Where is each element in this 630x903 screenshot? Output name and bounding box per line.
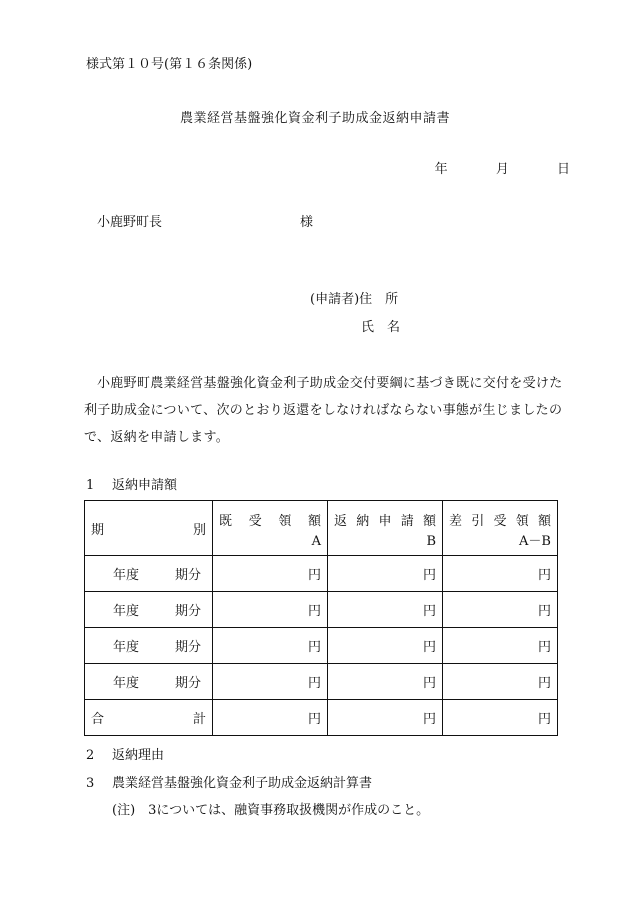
column-header-refund (328, 501, 443, 556)
header-char: 申 (378, 514, 392, 529)
total-amount-cell: 円 (328, 700, 443, 736)
section-2-heading (86, 748, 164, 764)
date-line (435, 162, 570, 178)
total-amount-cell: 円 (443, 700, 558, 736)
date-day: 日 (556, 162, 570, 177)
amount-cell: 円 (213, 592, 328, 628)
section-2-title: 返納理由 (112, 748, 165, 763)
fiscal-year-label: 年度 (113, 568, 140, 583)
header-char: 額 (422, 514, 436, 529)
header-char: 額 (307, 514, 321, 529)
period-label: 期分 (175, 568, 202, 583)
column-header-received (213, 501, 328, 556)
period-header (85, 501, 213, 556)
addressee-honorific: 様 (300, 215, 314, 230)
amount-cell: 円 (328, 628, 443, 664)
column-header-net (443, 501, 558, 556)
table-header-row (85, 501, 558, 556)
total-amount-cell: 円 (213, 700, 328, 736)
period-header-first: 期 (91, 522, 105, 538)
header-char: 納 (356, 514, 370, 529)
period-label: 期分 (175, 604, 202, 619)
column-header-sub: B (426, 534, 436, 549)
amount-cell: 円 (328, 592, 443, 628)
header-char: 差 (449, 514, 463, 529)
section-1-heading (86, 478, 177, 494)
amount-cell: 円 (328, 556, 443, 592)
column-header-label (219, 510, 321, 529)
header-char: 返 (334, 514, 348, 529)
amount-cell: 円 (443, 664, 558, 700)
section-1-title: 返納申請額 (112, 478, 178, 493)
header-char: 引 (471, 514, 485, 529)
table-row (85, 664, 558, 700)
addressee-name: 小鹿野町長 (97, 215, 163, 230)
applicant-name-label: 氏 名 (361, 320, 401, 335)
column-header-sub: A (311, 534, 321, 549)
amount-cell: 円 (443, 628, 558, 664)
refund-amount-table (84, 500, 558, 736)
form-id: 様式第１０号(第１６条関係) (86, 57, 253, 72)
total-label-second: 計 (192, 712, 206, 727)
section-1-number: 1 (86, 478, 95, 493)
amount-cell: 円 (443, 556, 558, 592)
footnote: (注) 3については、融資事務取扱機関が作成のこと。 (112, 803, 430, 818)
header-char: 領 (278, 514, 292, 529)
fiscal-year-label: 年度 (113, 676, 140, 691)
column-header-label (449, 510, 551, 529)
period-header-second: 別 (192, 522, 206, 538)
amount-cell: 円 (213, 628, 328, 664)
amount-cell: 円 (213, 556, 328, 592)
period-label: 期分 (175, 676, 202, 691)
table-row (85, 556, 558, 592)
table-row (85, 628, 558, 664)
section-3-number: 3 (86, 776, 95, 791)
table-row (85, 592, 558, 628)
date-month: 月 (495, 162, 509, 177)
document-title: 農業経営基盤強化資金利子助成金返納申請書 (179, 111, 450, 126)
applicant-address-label: (申請者)住 所 (310, 292, 399, 307)
table-total-row (85, 700, 558, 736)
body-paragraph: 小鹿野町農業経営基盤強化資金利子助成金交付要綱に基づき既に交付を受けた利子助成金について、次のとおり返還をしなければならない事態が生じましたので、返納を申請します。 (84, 376, 563, 445)
fiscal-year-label: 年度 (113, 604, 140, 619)
date-year: 年 (434, 162, 448, 177)
fiscal-year-label: 年度 (113, 640, 140, 655)
amount-cell: 円 (328, 664, 443, 700)
column-header-sub: A－B (519, 534, 551, 549)
section-2-number: 2 (86, 748, 95, 763)
header-char: 受 (248, 514, 262, 529)
total-label-first: 合 (91, 712, 105, 727)
header-char: 受 (493, 514, 507, 529)
section-3-heading (86, 776, 372, 792)
header-char: 既 (219, 514, 233, 529)
amount-cell: 円 (443, 592, 558, 628)
amount-cell: 円 (213, 664, 328, 700)
header-char: 請 (400, 514, 414, 529)
section-3-title: 農業経営基盤強化資金利子助成金返納計算書 (112, 776, 373, 791)
header-char: 額 (537, 514, 551, 529)
period-label: 期分 (175, 640, 202, 655)
column-header-label (334, 510, 436, 529)
header-char: 領 (515, 514, 529, 529)
